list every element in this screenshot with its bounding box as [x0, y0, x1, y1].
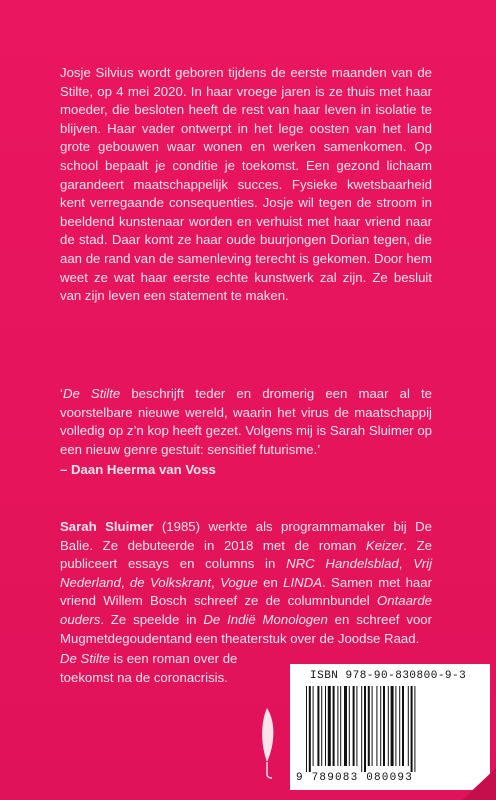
bio-part-1: (1985) werkte als programmamaker bij De Balie. Ze debuteerde in 2018 met de roman [60, 519, 433, 553]
barcode-bar [395, 686, 396, 766]
barcode-panel [290, 664, 490, 790]
corner-fold [462, 768, 496, 800]
bio-title-indie: De Indië Monologen [203, 611, 328, 627]
barcode-bar [399, 686, 400, 766]
barcode-bar [306, 686, 307, 772]
bio-title-vogue: Vogue [220, 574, 258, 590]
barcode-bar [353, 686, 355, 766]
author-bio [60, 518, 432, 648]
barcode-number: 9 789083 080093 [296, 772, 414, 784]
barcode-bar [408, 686, 409, 766]
bio-part-3: . Samen met haar vriend Willem Bosch schreef ze de columnbundel [60, 574, 432, 609]
bio-title-linda: LINDA [283, 574, 323, 590]
bio-part-4: . Ze speelde in [100, 611, 204, 627]
barcode-bar [361, 686, 362, 772]
barcode-bar [383, 686, 385, 766]
bio-sep-2: , [120, 574, 130, 590]
quote-book-title: De Stilte [62, 386, 121, 401]
barcode-bar [349, 686, 350, 766]
bio-title-keizer: Keizer [365, 537, 404, 553]
barcode-bar [344, 686, 347, 766]
bio-title-vn: Vrij Nederland [60, 556, 432, 590]
bio-part-2: . Ze publiceert essays en columns in [60, 537, 432, 572]
bio-sep-1: , [398, 556, 414, 572]
barcode-bar [388, 686, 389, 766]
bio-title-ontaarde: Ontaarde ouders [60, 593, 432, 627]
barcode-bar [321, 686, 322, 766]
isbn-label: ISBN 978-90-830800-9-3 [310, 670, 467, 682]
barcode-bar [364, 686, 366, 772]
barcode-bar [356, 686, 357, 766]
author-name: Sarah Sluimer [60, 519, 154, 534]
barcode-bar [317, 686, 319, 766]
barcode-bar [411, 686, 413, 772]
bio-title-nrc: NRC Handelsblad [286, 556, 399, 572]
quote-body: beschrijft teder en dromerig een maar al te voorstelbare nieuwe wereld, waarin het virus de maatschappij volledig op z’n kop heeft gezet. Volgens mij is Sarah Sluimer op een nieuw genre gestuit: sensitief futurisme.’ [60, 386, 432, 457]
tagline [60, 650, 290, 687]
barcode-bar [376, 686, 377, 766]
bio-sep-3: , [211, 574, 221, 590]
barcode-bar [402, 686, 404, 766]
review-quote [60, 385, 432, 480]
barcode-bar [313, 686, 314, 766]
barcode-bar [391, 686, 394, 766]
barcode-bar [333, 686, 335, 766]
barcode-bar [368, 686, 370, 766]
quote-open-mark: ‘ [60, 386, 63, 401]
barcode-bar [380, 686, 381, 766]
tagline-text: is een roman over de toekomst na de coronacrisis. [60, 651, 238, 685]
barcode-bar [337, 686, 338, 766]
barcode-bar [372, 686, 373, 766]
quote-attribution: – Daan Heerma van Voss [60, 462, 216, 478]
bio-and: en [257, 574, 284, 590]
barcode-bar [309, 686, 311, 772]
publisher-feather-logo [256, 708, 278, 780]
barcode-bar [328, 686, 331, 766]
barcode-bars [306, 686, 474, 772]
barcode-bar [414, 686, 415, 772]
bio-title-volkskrant: de Volkskrant [129, 574, 212, 590]
bio-part-5: en schreef voor Mugmetdegoudentand een theaterstuk over de Joodse Raad. [60, 611, 433, 646]
synopsis-text: Josje Silvius wordt geboren tijdens de eerste maanden van de Stilte, op 4 mei 2020. In haar vroege jaren is ze thuis met haar moeder, die besloten heeft de rest van haar leven in isolatie te blijven. Haar vader ontwerpt in het lege oosten van het land grote gebouwen waar wonen en werken samenkomen. Op school bepaalt je conditie je toekomst. Een gezond lichaam garandeert maatschappelijk succes. Fysieke kwetsbaarheid kent verregaande consequenties. Josje wil tegen de stroom in beeldend kunstenaar worden en verhuist met haar vriend naar de stad. Daar komt ze haar oude buurjongen Dorian tegen, die aan de rand van de samenleving terecht is gekomen. Door hem weet ze wat haar eerste echte kunstwerk zal zijn. Ze besluit van zijn leven een statement te maken. [60, 65, 432, 304]
barcode-bar [325, 686, 326, 766]
tagline-book-title: De Stilte [60, 651, 110, 666]
barcode-bar [340, 686, 341, 766]
